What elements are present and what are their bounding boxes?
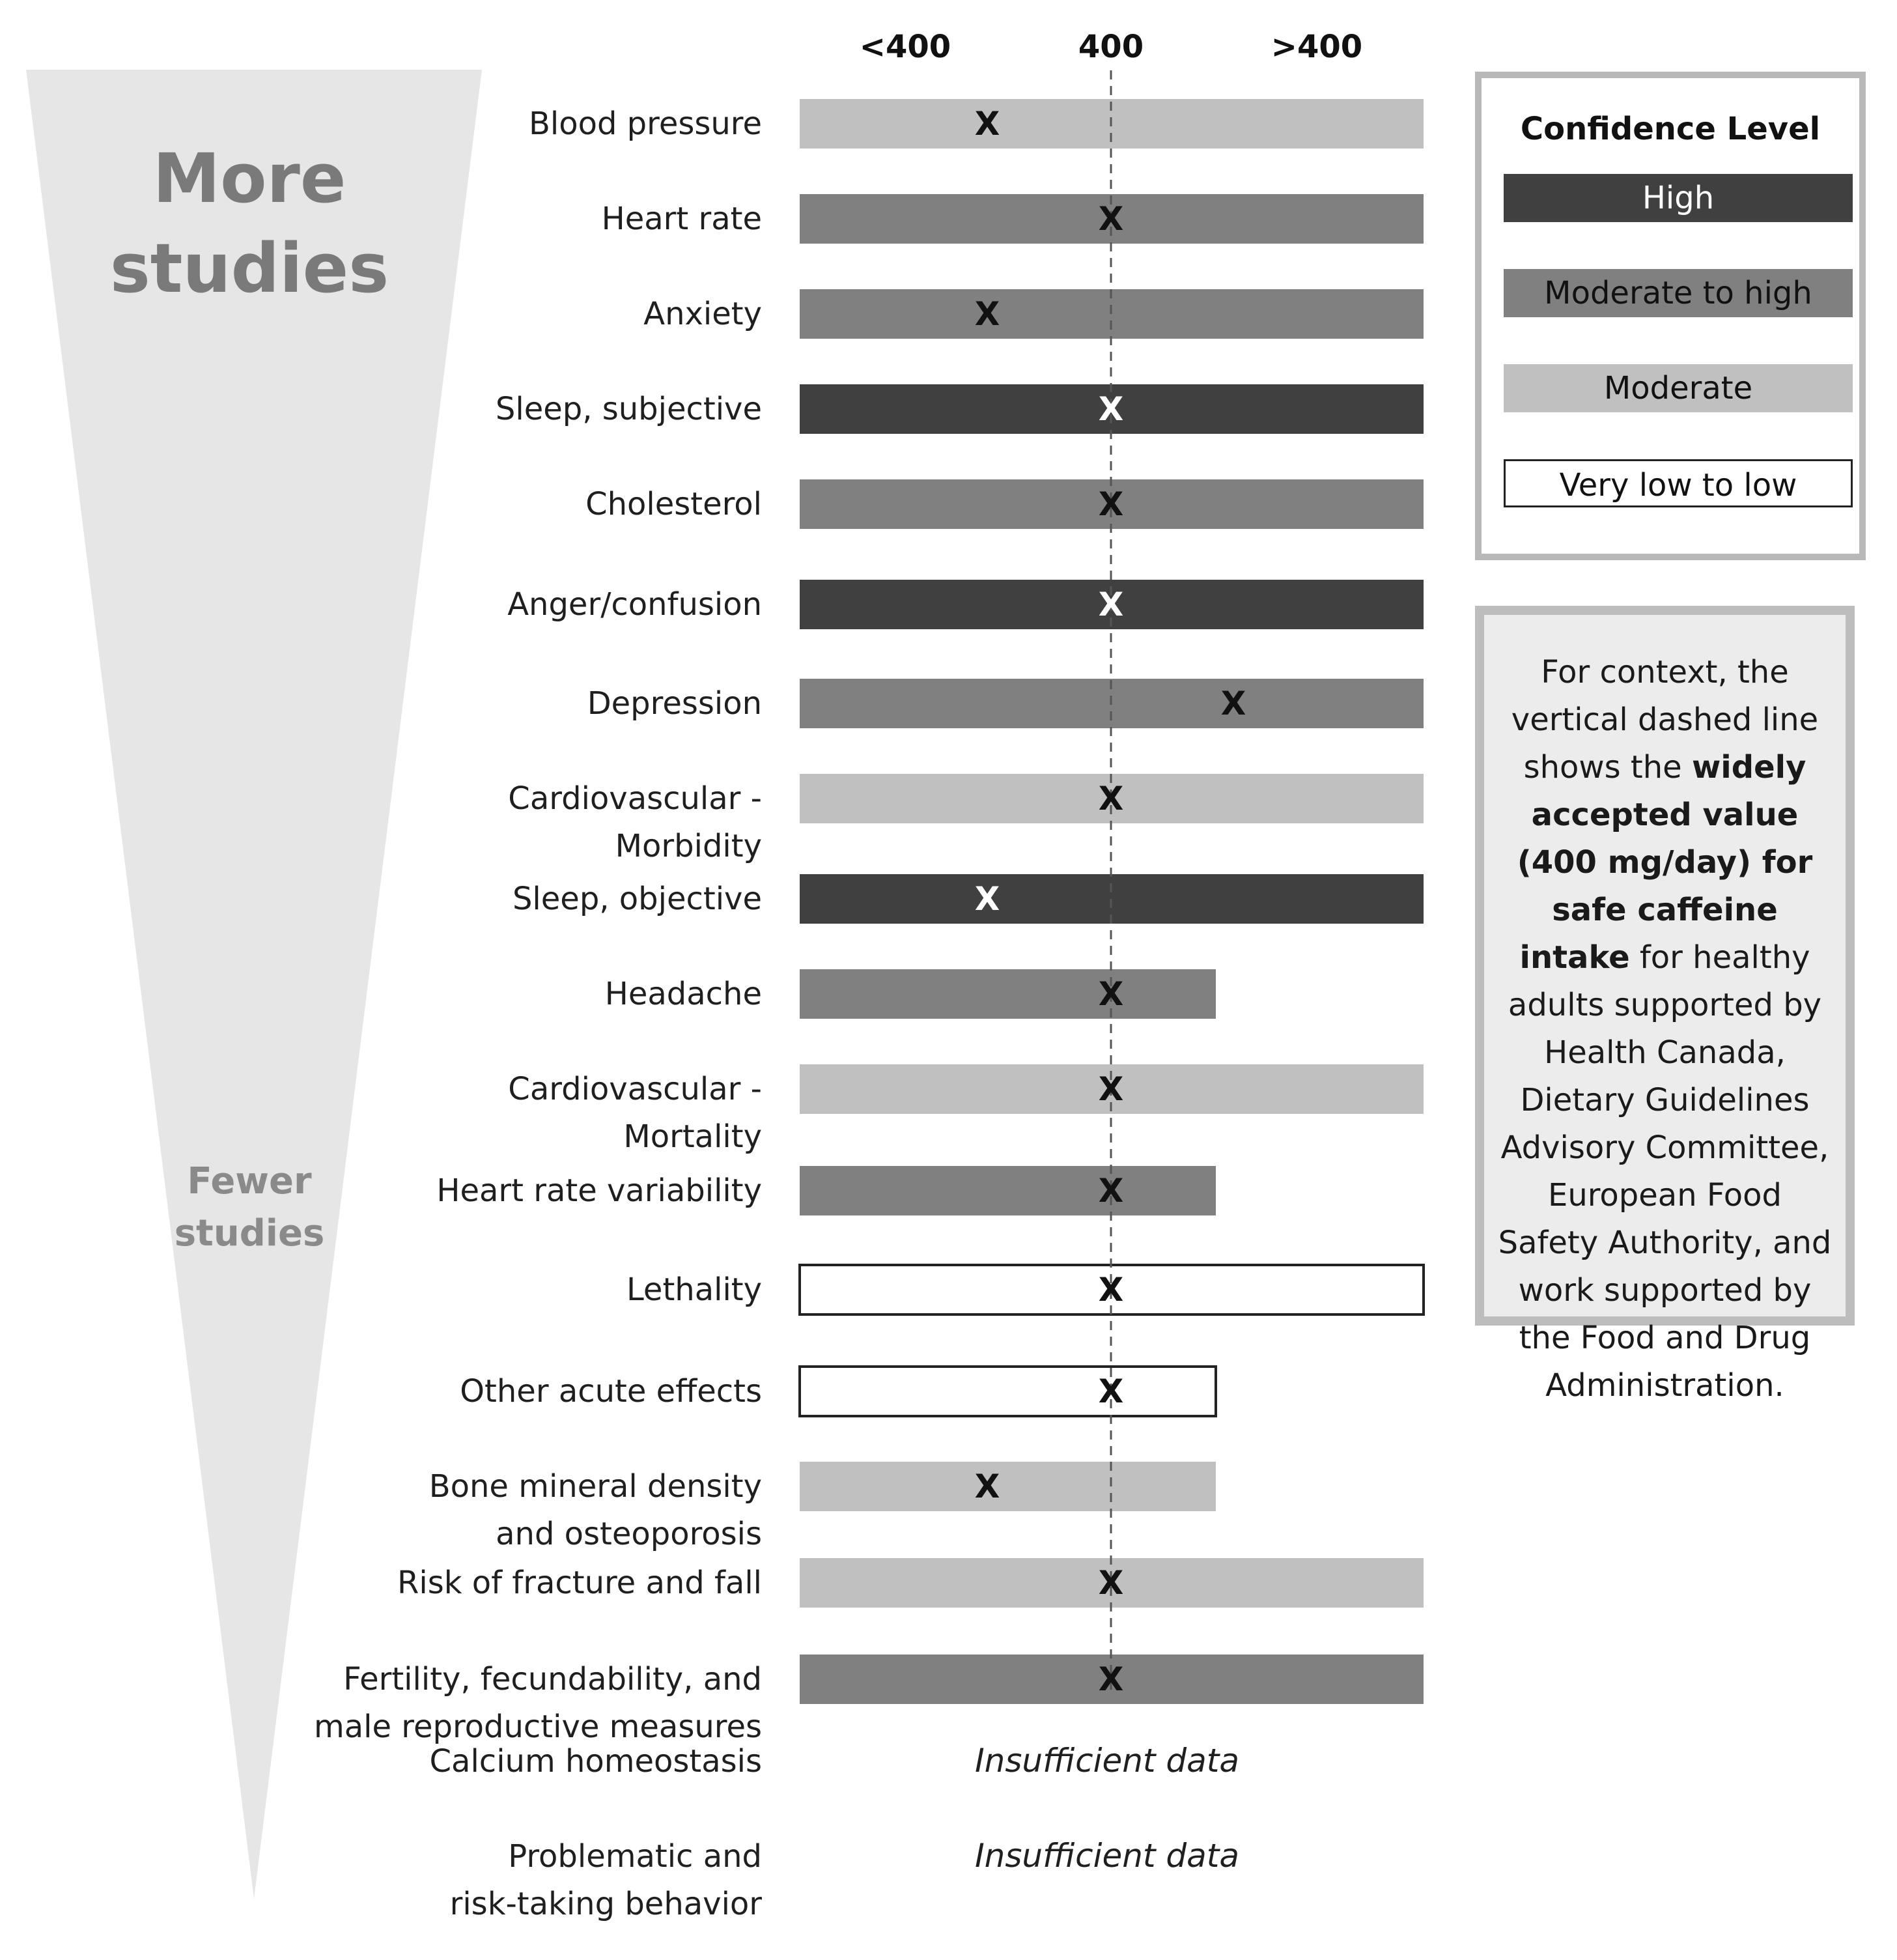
insufficient-data-label: Insufficient data (974, 1742, 1240, 1780)
row-label-line: Headache (604, 976, 762, 1012)
x-marker: X (1098, 975, 1124, 1013)
row-label-line: Depression (587, 685, 762, 722)
row-label-0 (529, 106, 762, 142)
legend-title: Confidence Level (1520, 111, 1821, 147)
x-marker: X (1098, 1172, 1124, 1210)
legend-item-moderate-to-high: Moderate to high (1504, 269, 1853, 317)
legend-item-very-low-to-low: Very low to low (1504, 459, 1853, 507)
legend-item-high: High (1504, 174, 1853, 222)
x-marker: X (974, 295, 1000, 333)
funnel-top-label-line1: More (152, 139, 346, 218)
row-label-line: Cholesterol (585, 486, 762, 522)
row-label-8 (513, 881, 762, 917)
rows-layer (314, 99, 1424, 1922)
row-label-line: male reproductive measures (313, 1709, 762, 1745)
x-marker: X (1098, 390, 1124, 428)
row-label-9 (605, 976, 762, 1012)
x-marker: X (1098, 1070, 1124, 1108)
row-label-line: Problematic and (508, 1838, 762, 1875)
row-label-line: and osteoporosis (496, 1516, 762, 1552)
note-text-bold: widely accepted value (400 mg/day) for safe caffeine intake (1517, 749, 1813, 976)
row-label-line: Anger/confusion (507, 586, 762, 623)
row-label-line: Cardiovascular - (508, 780, 762, 817)
x-marker: X (1098, 1564, 1124, 1602)
x-marker: X (1098, 200, 1124, 238)
x-tick-label-above: >400 (1271, 29, 1363, 65)
note-text-part1: For context, the vertical dashed line shows the (1511, 654, 1819, 786)
row-label-line: Anxiety (643, 296, 762, 332)
row-label-12 (626, 1271, 762, 1308)
row-label-line: risk-taking behavior (449, 1886, 762, 1922)
row-label-line: Bone mineral density (429, 1468, 762, 1505)
x-marker: X (1098, 1372, 1124, 1410)
row-label-line: Mortality (623, 1118, 762, 1155)
row-label-15 (397, 1565, 762, 1601)
row-label-line: Blood pressure (528, 106, 762, 142)
x-tick-label-below: <400 (859, 29, 951, 65)
x-marker: X (1098, 586, 1124, 623)
row-label-5 (507, 586, 762, 623)
study-count-funnel (26, 70, 482, 1899)
funnel-top-label-line2: studies (109, 229, 389, 308)
row-label-18 (450, 1838, 763, 1922)
confidence-bar (800, 1367, 1216, 1416)
legend-item-moderate: Moderate (1504, 364, 1853, 412)
row-label-line: Heart rate variability (436, 1172, 762, 1209)
row-label-line: Heart rate (601, 201, 762, 237)
row-label-line: Sleep, objective (512, 881, 762, 917)
x-marker: X (974, 105, 1000, 143)
row-label-10 (508, 1071, 762, 1155)
x-marker: X (1098, 1271, 1124, 1309)
row-label-line: Fertility, fecundability, and (343, 1661, 762, 1697)
funnel-bottom-label-line2: studies (174, 1212, 325, 1255)
x-marker: X (974, 880, 1000, 918)
x-tick-label-reference: 400 (1078, 29, 1144, 65)
row-label-line: Lethality (626, 1271, 762, 1308)
row-label-line: Sleep, subjective (495, 391, 762, 427)
row-label-3 (496, 391, 762, 427)
context-note (1475, 606, 1855, 1404)
row-label-16 (314, 1661, 762, 1745)
row-label-line: Risk of fracture and fall (397, 1565, 762, 1601)
x-marker: X (1220, 685, 1246, 722)
row-label-line: Cardiovascular - (508, 1071, 762, 1107)
row-label-6 (587, 685, 762, 722)
funnel-bottom-label-line1: Fewer (187, 1160, 312, 1202)
row-label-line: Morbidity (615, 828, 762, 864)
row-label-11 (436, 1172, 762, 1209)
note-text-part2: for healthy adults supported by Health Canada, Dietary Guidelines Advisory Committee, European Food Safety Authority, and work supported by the Food and Drug Administration. (1498, 939, 1832, 1404)
confidence-bar (800, 1166, 1216, 1215)
row-label-4 (585, 486, 762, 522)
x-marker: X (1098, 780, 1124, 817)
insufficient-data-label: Insufficient data (974, 1837, 1240, 1875)
row-label-14 (429, 1468, 762, 1552)
row-label-1 (602, 201, 762, 237)
row-label-2 (643, 296, 762, 332)
confidence-bar (800, 969, 1216, 1019)
x-marker: X (1098, 485, 1124, 523)
confidence-legend (1475, 72, 1866, 560)
row-label-7 (508, 780, 762, 864)
row-label-13 (460, 1373, 762, 1410)
x-marker: X (974, 1468, 1000, 1505)
row-label-line: Calcium homeostasis (429, 1743, 762, 1780)
row-label-line: Other acute effects (460, 1373, 762, 1410)
confidence-bar (800, 1462, 1216, 1511)
x-marker: X (1098, 1660, 1124, 1698)
row-label-17 (430, 1743, 762, 1780)
